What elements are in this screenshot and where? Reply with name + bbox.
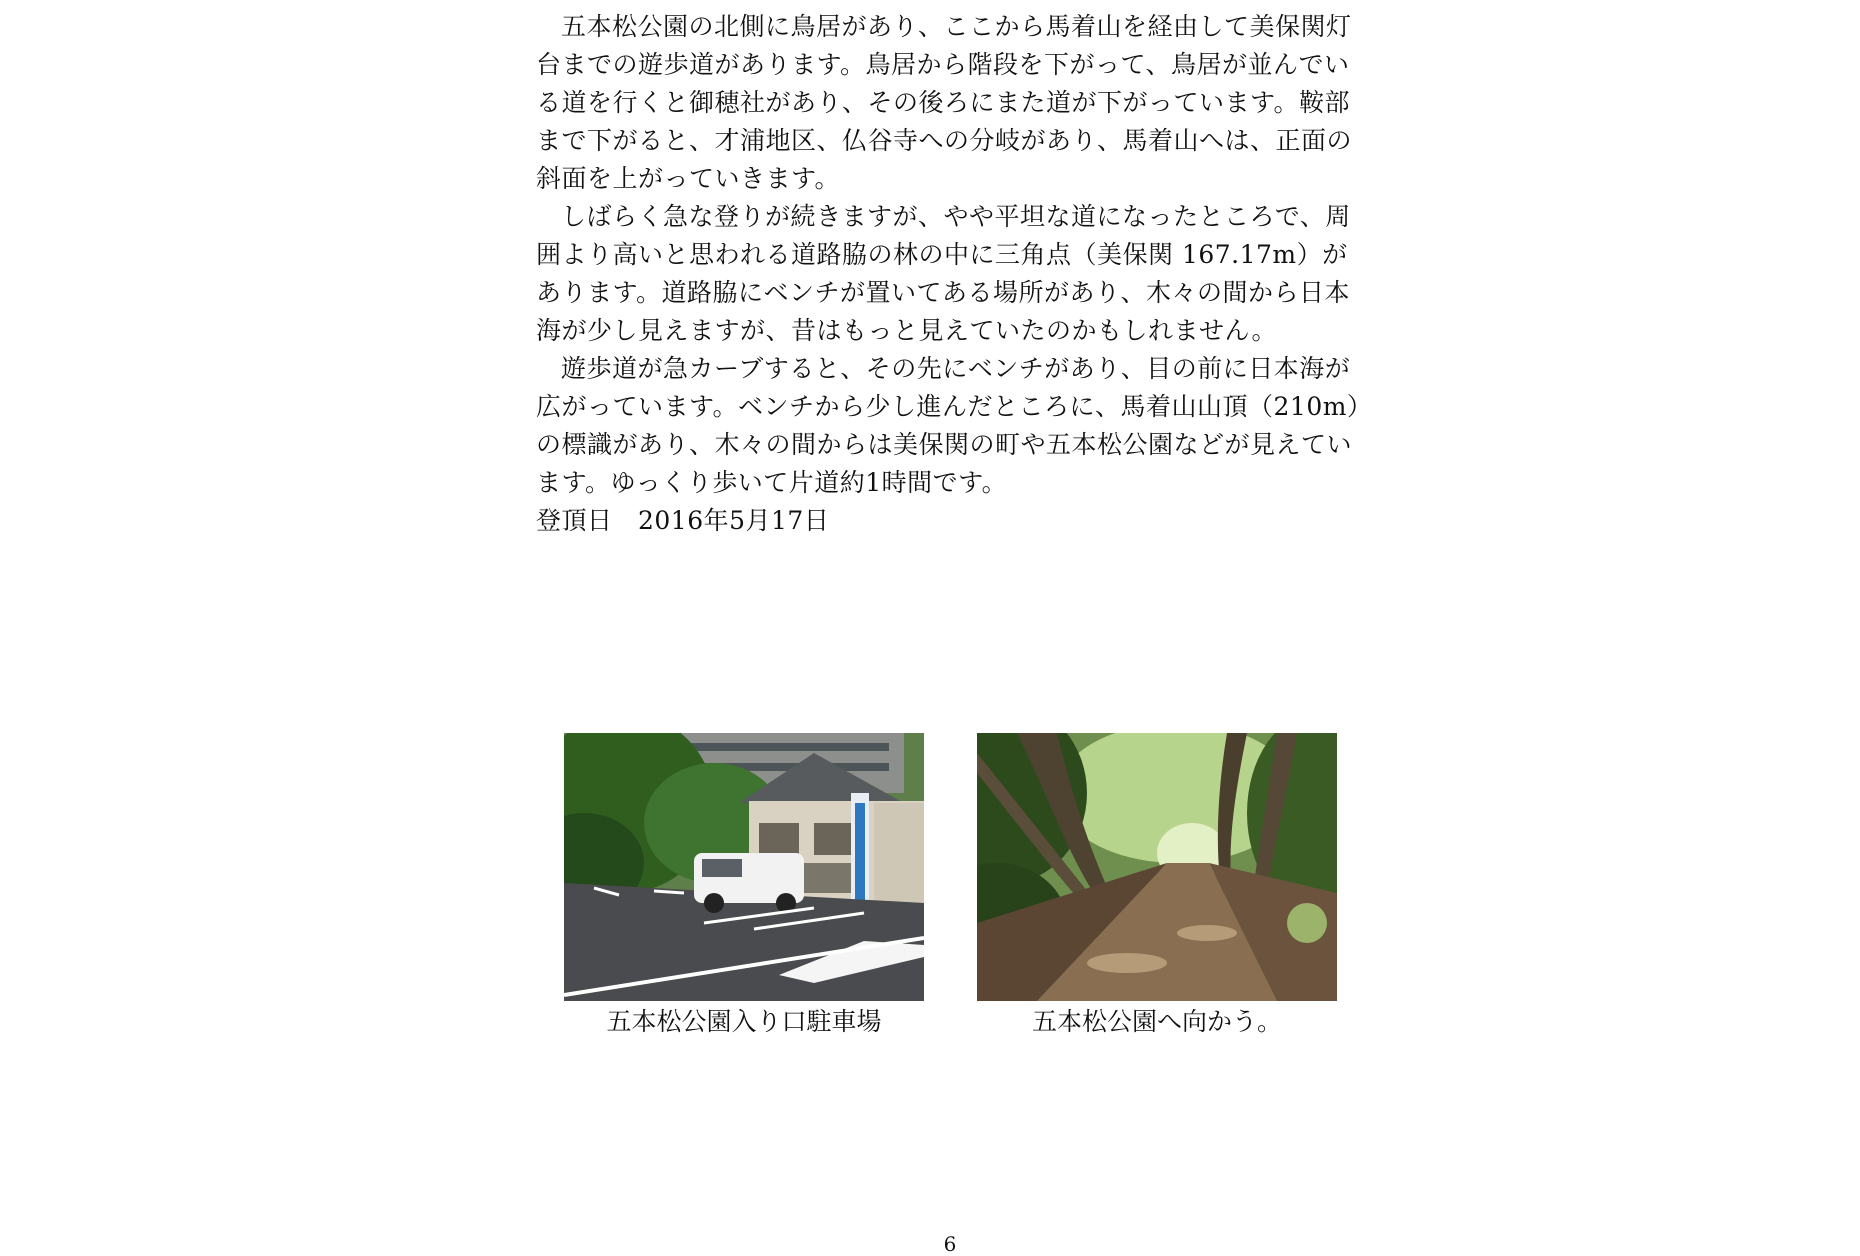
page-number: 6 xyxy=(943,1232,957,1256)
forest-trail-caption: 五本松公園へ向かう。 xyxy=(1031,1007,1282,1036)
parking-lot-caption: 五本松公園入り口駐車場 xyxy=(606,1007,882,1036)
forest-trail-photo xyxy=(977,733,1337,1001)
body-text xyxy=(536,8,1366,540)
paragraph-2: しばらく急な登りが続きますが、やや平坦な道になったところで、周囲より高いと思われる道路脇の林の中に三角点（美保関 167.17m）があります。道路脇にベンチが置いてある場所があり、木々の間から日本海が少し見えますが、昔はもっと見えていたのかもしれません。 xyxy=(536,202,1351,345)
parking-lot-photo xyxy=(564,733,924,1001)
paragraph-3: 遊歩道が急カーブすると、その先にベンチがあり、目の前に日本海が広がっています。ベンチから少し進んだところに、馬着山山頂（210m）の標識があり、木々の間からは美保関の町や五本松公園などが見えています。ゆっくり歩いて片道約1時間です。 xyxy=(536,354,1360,497)
paragraph-1: 五本松公園の北側に鳥居があり、ここから馬着山を経由して美保関灯台までの遊歩道があります。鳥居から階段を下がって、鳥居が並んでいる道を行くと御穂社があり、その後ろにまた道が下がっています。鞍部まで下がると、才浦地区、仏谷寺への分岐があり、馬着山へは、正面の斜面を上がっていきます。 xyxy=(536,12,1353,193)
climb-date: 登頂日 2016年5月17日 xyxy=(536,506,830,535)
